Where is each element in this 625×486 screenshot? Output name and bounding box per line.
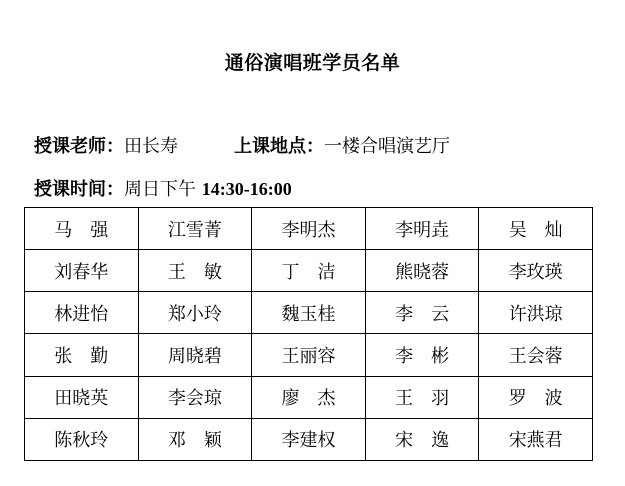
student-name-cell: 邓 颖 — [138, 418, 252, 460]
student-roster-table — [24, 207, 593, 461]
student-name-cell: 宋燕君 — [479, 418, 593, 460]
teacher-location-line — [34, 132, 450, 158]
time-value-day: 周日下午 — [124, 179, 202, 200]
student-name-cell: 熊晓蓉 — [365, 250, 479, 292]
student-name-cell: 陈秋玲 — [25, 418, 139, 460]
student-name-cell: 郑小玲 — [138, 292, 252, 334]
student-name-cell: 周晓碧 — [138, 334, 252, 376]
table-row — [25, 208, 593, 250]
student-name-cell: 李 彬 — [365, 334, 479, 376]
student-name-cell: 李明垚 — [365, 208, 479, 250]
student-name-cell: 王 敏 — [138, 250, 252, 292]
teacher-value: 田长寿 — [124, 136, 178, 157]
table-row — [25, 250, 593, 292]
student-name-cell: 李玫瑛 — [479, 250, 593, 292]
table-row — [25, 292, 593, 334]
student-name-cell: 张 勤 — [25, 334, 139, 376]
student-name-cell: 王 羽 — [365, 376, 479, 418]
student-name-cell: 廖 杰 — [252, 376, 366, 418]
student-name-cell: 王丽容 — [252, 334, 366, 376]
student-name-cell: 李 云 — [365, 292, 479, 334]
student-name-cell: 刘春华 — [25, 250, 139, 292]
time-line — [34, 175, 292, 201]
time-label: 授课时间： — [34, 179, 124, 200]
student-name-cell: 宋 逸 — [365, 418, 479, 460]
table-row — [25, 418, 593, 460]
student-name-cell: 田晓英 — [25, 376, 139, 418]
student-name-cell: 林进怡 — [25, 292, 139, 334]
student-name-cell: 魏玉桂 — [252, 292, 366, 334]
teacher-label: 授课老师： — [34, 136, 124, 157]
page-title: 通俗演唱班学员名单 — [224, 52, 401, 74]
location-label: 上课地点： — [234, 136, 324, 157]
table-row — [25, 334, 593, 376]
student-name-cell: 马 强 — [25, 208, 139, 250]
time-value-hours: 14:30-16:00 — [201, 179, 292, 199]
student-name-cell: 李建权 — [252, 418, 366, 460]
student-name-cell: 罗 波 — [479, 376, 593, 418]
student-name-cell: 李明杰 — [252, 208, 366, 250]
student-name-cell: 吴 灿 — [479, 208, 593, 250]
location-value: 一楼合唱演艺厅 — [324, 136, 450, 157]
student-name-cell: 江雪菁 — [138, 208, 252, 250]
student-name-cell: 李会琼 — [138, 376, 252, 418]
student-name-cell: 丁 洁 — [252, 250, 366, 292]
student-name-cell: 许洪琼 — [479, 292, 593, 334]
student-name-cell: 王会蓉 — [479, 334, 593, 376]
table-row — [25, 376, 593, 418]
